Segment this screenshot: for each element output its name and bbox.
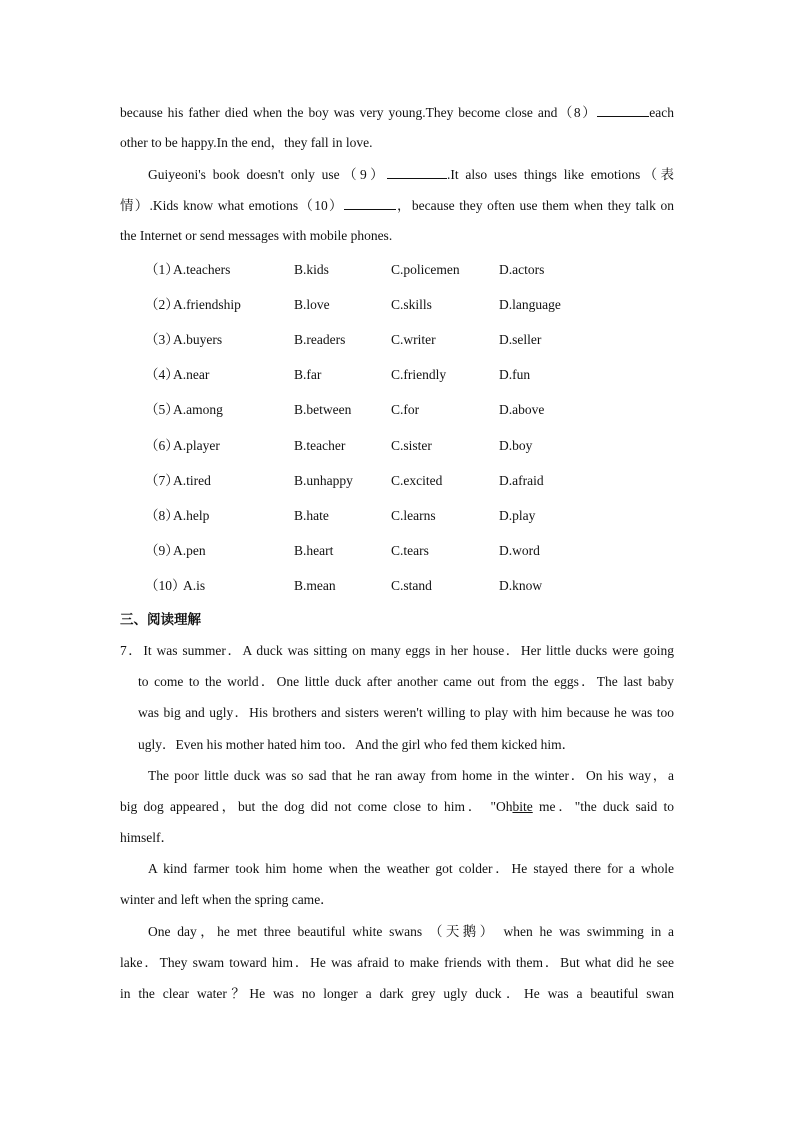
question-number: （8） bbox=[145, 508, 179, 523]
passage-line: the Internet or send messages with mobile phones. bbox=[120, 228, 393, 243]
question-number: （5） bbox=[145, 402, 179, 417]
option-row bbox=[145, 436, 645, 456]
option-a[interactable]: A.near bbox=[173, 367, 210, 382]
option-b[interactable]: B.hate bbox=[294, 508, 329, 523]
option-b[interactable]: B.between bbox=[294, 402, 352, 417]
passage-line: was big and ugly．His brothers and sisters weren't willing to play with him because he was too bbox=[138, 705, 674, 720]
text-span: .It also uses things like emotions（表 bbox=[447, 167, 674, 182]
option-a[interactable]: A.is bbox=[183, 578, 206, 593]
option-d[interactable]: D.seller bbox=[499, 332, 542, 347]
passage-line: The poor little duck was so sad that he ran away from home in the winter．On his way，a bbox=[148, 768, 674, 783]
option-a[interactable]: A.pen bbox=[173, 543, 206, 558]
answer-blank-10[interactable] bbox=[344, 195, 396, 210]
option-row bbox=[145, 365, 645, 385]
option-row bbox=[145, 471, 645, 491]
text-span: 情）.Kids know what emotions（10） bbox=[120, 198, 344, 213]
option-row bbox=[145, 541, 645, 561]
passage-line: lake．They swam toward him．He was afraid to make friends with them．But what did he see bbox=[120, 955, 674, 970]
passage-line bbox=[120, 797, 674, 817]
passage-line: to come to the world．One little duck after another came out from the eggs．The last baby bbox=[138, 674, 674, 689]
question-number: （1） bbox=[145, 262, 179, 277]
option-b[interactable]: B.readers bbox=[294, 332, 346, 347]
option-a[interactable]: A.help bbox=[173, 508, 210, 523]
text-span: me．"the duck said to bbox=[532, 799, 674, 814]
text-span: because his father died when the boy was very young.They become close and（8） bbox=[120, 105, 598, 120]
question-number: （3） bbox=[145, 332, 179, 347]
option-d[interactable]: D.language bbox=[499, 297, 561, 312]
text-span: ，because they often use them when they talk on bbox=[395, 198, 675, 213]
question-number: （10） bbox=[145, 578, 186, 593]
question-number: （4） bbox=[145, 367, 179, 382]
option-d[interactable]: D.actors bbox=[499, 262, 545, 277]
passage-line bbox=[120, 102, 674, 123]
option-a[interactable]: A.friendship bbox=[173, 297, 241, 312]
passage-line: winter and left when the spring came． bbox=[120, 892, 334, 907]
answer-blank-8[interactable] bbox=[597, 102, 649, 117]
option-a[interactable]: A.among bbox=[173, 402, 223, 417]
question-number: （2） bbox=[145, 297, 179, 312]
passage-line bbox=[148, 164, 674, 185]
option-b[interactable]: B.heart bbox=[294, 543, 334, 558]
option-d[interactable]: D.know bbox=[499, 578, 543, 593]
option-row bbox=[145, 506, 645, 526]
option-b[interactable]: B.kids bbox=[294, 262, 329, 277]
answer-blank-9[interactable] bbox=[387, 164, 447, 179]
option-b[interactable]: B.unhappy bbox=[294, 473, 353, 488]
option-a[interactable]: A.player bbox=[173, 438, 220, 453]
question-number: （6） bbox=[145, 438, 179, 453]
text-span: each bbox=[649, 105, 674, 120]
option-c[interactable]: C.for bbox=[391, 402, 420, 417]
option-c[interactable]: C.tears bbox=[391, 543, 429, 558]
passage-line: himself． bbox=[120, 830, 174, 845]
option-a[interactable]: A.teachers bbox=[173, 262, 231, 277]
option-d[interactable]: D.fun bbox=[499, 367, 531, 382]
option-c[interactable]: C.sister bbox=[391, 438, 432, 453]
option-a[interactable]: A.tired bbox=[173, 473, 211, 488]
option-row bbox=[145, 295, 645, 315]
text-span: big dog appeared，but the dog did not come close to him． "Oh bbox=[120, 799, 513, 814]
option-row bbox=[145, 330, 645, 350]
option-a[interactable]: A.buyers bbox=[173, 332, 223, 347]
option-c[interactable]: C.friendly bbox=[391, 367, 447, 382]
option-c[interactable]: C.policemen bbox=[391, 262, 460, 277]
passage-line: ugly．Even his mother hated him too．And the girl who fed them kicked him． bbox=[138, 737, 576, 752]
option-d[interactable]: D.play bbox=[499, 508, 536, 523]
passage-line: One day，he met three beautiful white swans （天鹅） when he was swimming in a bbox=[148, 924, 674, 939]
option-d[interactable]: D.above bbox=[499, 402, 545, 417]
option-b[interactable]: B.love bbox=[294, 297, 330, 312]
text-span: Guiyeoni's book doesn't only use（9） bbox=[148, 167, 387, 182]
option-d[interactable]: D.word bbox=[499, 543, 540, 558]
option-b[interactable]: B.far bbox=[294, 367, 322, 382]
option-c[interactable]: C.skills bbox=[391, 297, 432, 312]
option-d[interactable]: D.afraid bbox=[499, 473, 544, 488]
passage-line: A kind farmer took him home when the weather got colder．He stayed there for a whole bbox=[148, 861, 674, 876]
passage-line: 7．It was summer．A duck was sitting on many eggs in her house．Her little ducks were going bbox=[120, 643, 674, 658]
option-b[interactable]: B.mean bbox=[294, 578, 336, 593]
option-c[interactable]: C.stand bbox=[391, 578, 432, 593]
underlined-word: bite bbox=[512, 799, 533, 814]
passage-line bbox=[120, 195, 674, 216]
question-number: （7） bbox=[145, 473, 179, 488]
option-d[interactable]: D.boy bbox=[499, 438, 533, 453]
option-row bbox=[145, 576, 645, 596]
option-row bbox=[145, 400, 645, 420]
option-c[interactable]: C.learns bbox=[391, 508, 436, 523]
question-number: （9） bbox=[145, 543, 179, 558]
option-b[interactable]: B.teacher bbox=[294, 438, 346, 453]
option-row bbox=[145, 260, 645, 280]
passage-line: other to be happy.In the end，they fall in love. bbox=[120, 135, 373, 150]
passage-line: in the clear water？He was no longer a dark grey ugly duck．He was a beautiful swan bbox=[120, 986, 674, 1001]
option-c[interactable]: C.excited bbox=[391, 473, 443, 488]
section-title: 三、阅读理解 bbox=[120, 612, 201, 627]
option-c[interactable]: C.writer bbox=[391, 332, 436, 347]
